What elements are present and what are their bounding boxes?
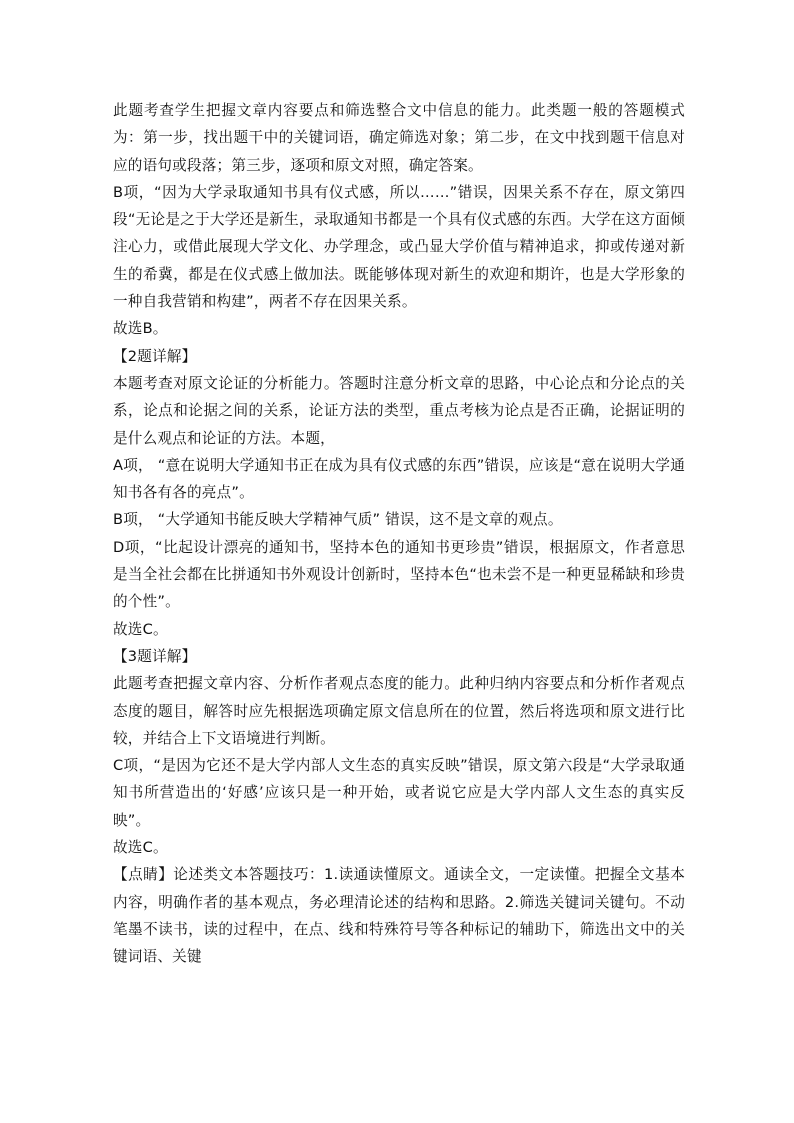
option-b-explanation-2: B项， “大学通知书能反映大学精神气质” 错误，这不是文章的观点。 (113, 511, 563, 529)
analysis-paragraph-1: 此题考查学生把握文章内容要点和筛选整合文中信息的能力。此类题一般的答题模式为：第一步，找出题干中的关键词语，确定筛选对象；第二步，在文中找到题干信息对应的语句或段落；第三步，逐项和原文对照，确定答案。 (113, 102, 685, 174)
answer-line-3: 故选C。 (113, 839, 168, 857)
answer-line-2: 故选C。 (113, 620, 168, 638)
question-3-analysis: 此题考查把握文章内容、分析作者观点态度的能力。此种归纳内容要点和分析作者观点态度的题目，解答时应先根据选项确定原文信息所在的位置，然后将选项和原文进行比较，并结合上下文语境进行判断。 (113, 675, 685, 747)
question-2-heading: 【2题详解】 (113, 347, 197, 365)
answer-line-1: 故选B。 (113, 320, 168, 338)
option-d-explanation: D项，“比起设计漂亮的通知书，坚持本色的通知书更珍贵”错误，根据原文，作者意思是当全社会都在比拼通知书外观设计创新时，坚持本色“也未尝不是一种更显稀缺和珍贵的个性”。 (113, 538, 685, 611)
key-points-paragraph: 【点睛】论述类文本答题技巧：1.读通读懂原文。通读全文，一定读懂。把握全文基本内容，明确作者的基本观点，务必理清论述的结构和思路。2.筛选关键词关键句。不动笔墨不读书，读的过程中，在点、线和特殊符号等各种标记的辅助下，筛选出文中的关键词语、关键 (113, 866, 685, 966)
option-c-explanation: C项，“是因为它还不是大学内部人文生态的真实反映”错误，原文第六段是“大学录取通知书所营造出的‘好感’应该只是一种开始，或者说它应是大学内部人文生态的真实反映”。 (113, 757, 685, 829)
option-b-explanation: B项，“因为大学录取通知书具有仪式感，所以……”错误，因果关系不存在，原文第四段“无论是之于大学还是新生，录取通知书都是一个具有仪式感的东西。大学在这方面倾注心力，或借此展现大学文化、办学理念，或凸显大学价值与精神追求，抑或传递对新生的希冀，都是在仪式感上做加法。既能够体现对新生的欢迎和期许，也是大学形象的一种自我营销和构建”，两者不存在因果关系。 (113, 183, 685, 311)
question-2-analysis: 本题考查对原文论证的分析能力。答题时注意分析文章的思路，中心论点和分论点的关系，论点和论据之间的关系，论证方法的类型，重点考核为论点是否正确，论据证明的是什么观点和论证的方法。本题， (113, 374, 685, 447)
option-a-explanation: A项， “意在说明大学通知书正在成为具有仪式感的东西”错误，应该是“意在说明大学通知书各有各的亮点”。 (113, 456, 685, 502)
question-3-heading: 【3题详解】 (113, 647, 197, 665)
document-body (113, 97, 685, 971)
